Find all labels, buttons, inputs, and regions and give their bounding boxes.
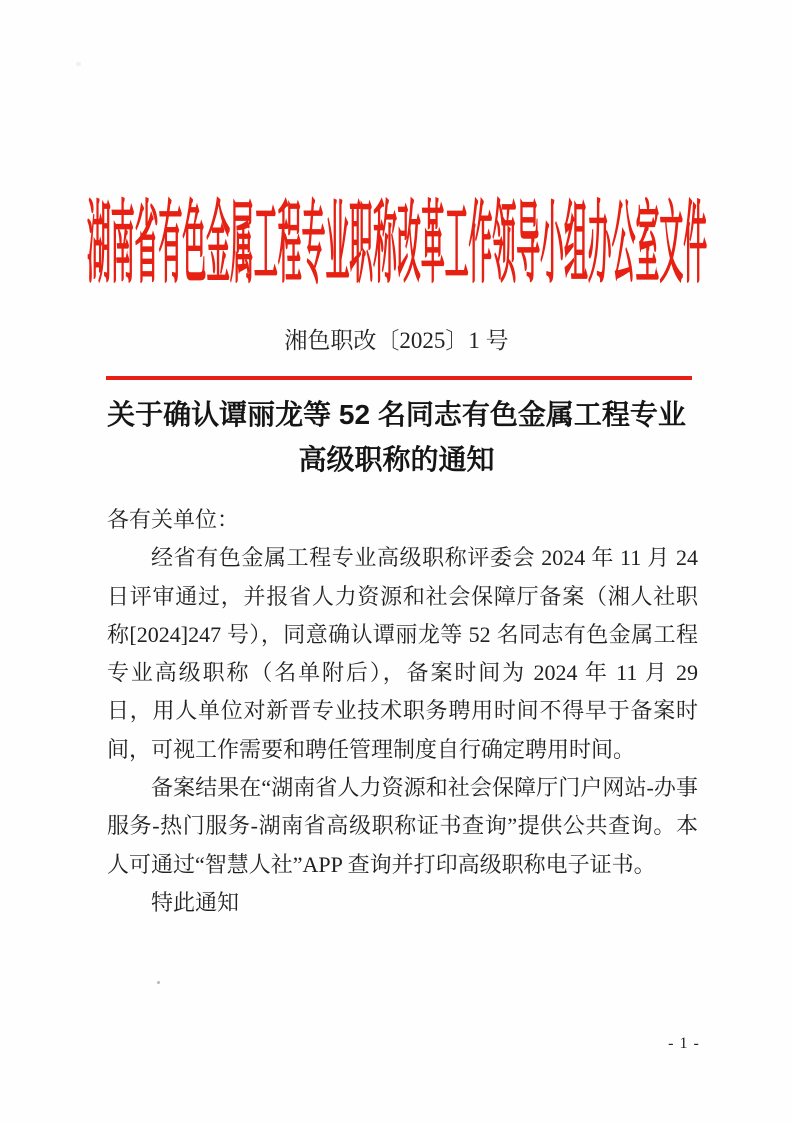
issuing-office-title: 湖南省有色金属工程专业职称改革工作领导小组办公室文件 <box>86 195 707 294</box>
scan-speck <box>76 62 81 66</box>
body-paragraph-approval: 经省有色金属工程专业高级职称评委会 2024 年 11 月 24 日评审通过，并报省人力资源和社会保障厅备案（湘人社职称[2024]247 号），同意确认谭丽龙等 52 名同志有色金属工程专业高级职称（名单附后），备案时间为 2024 年 11 月 29 日，用人单位对新晋专业技术职务聘用时间不得早于备案时间，可视工作需要和聘任管理制度自行确定聘用时间。 <box>107 545 698 762</box>
closing-phrase: 特此通知 <box>151 889 240 915</box>
body-paragraph-query-info: 备案结果在“湖南省人力资源和社会保障厅门户网站-办事服务-热门服务-湖南省高级职称证书查询”提供公共查询。本人可通过“智慧人社”APP 查询并打印高级职称电子证书。 <box>107 775 698 877</box>
scan-speck <box>157 981 160 984</box>
notice-body <box>107 501 698 922</box>
red-divider-line <box>106 376 692 380</box>
document-red-header <box>0 195 793 294</box>
notice-title-line2: 高级职称的通知 <box>298 444 495 475</box>
notice-title-line1: 关于确认谭丽龙等 52 名同志有色金属工程专业 <box>107 399 686 430</box>
salutation: 各有关单位： <box>107 507 240 532</box>
document-number: 湘色职改〔2025〕1 号 <box>284 328 509 353</box>
notice-title <box>0 392 793 482</box>
page-number: - 1 - <box>668 1035 700 1052</box>
